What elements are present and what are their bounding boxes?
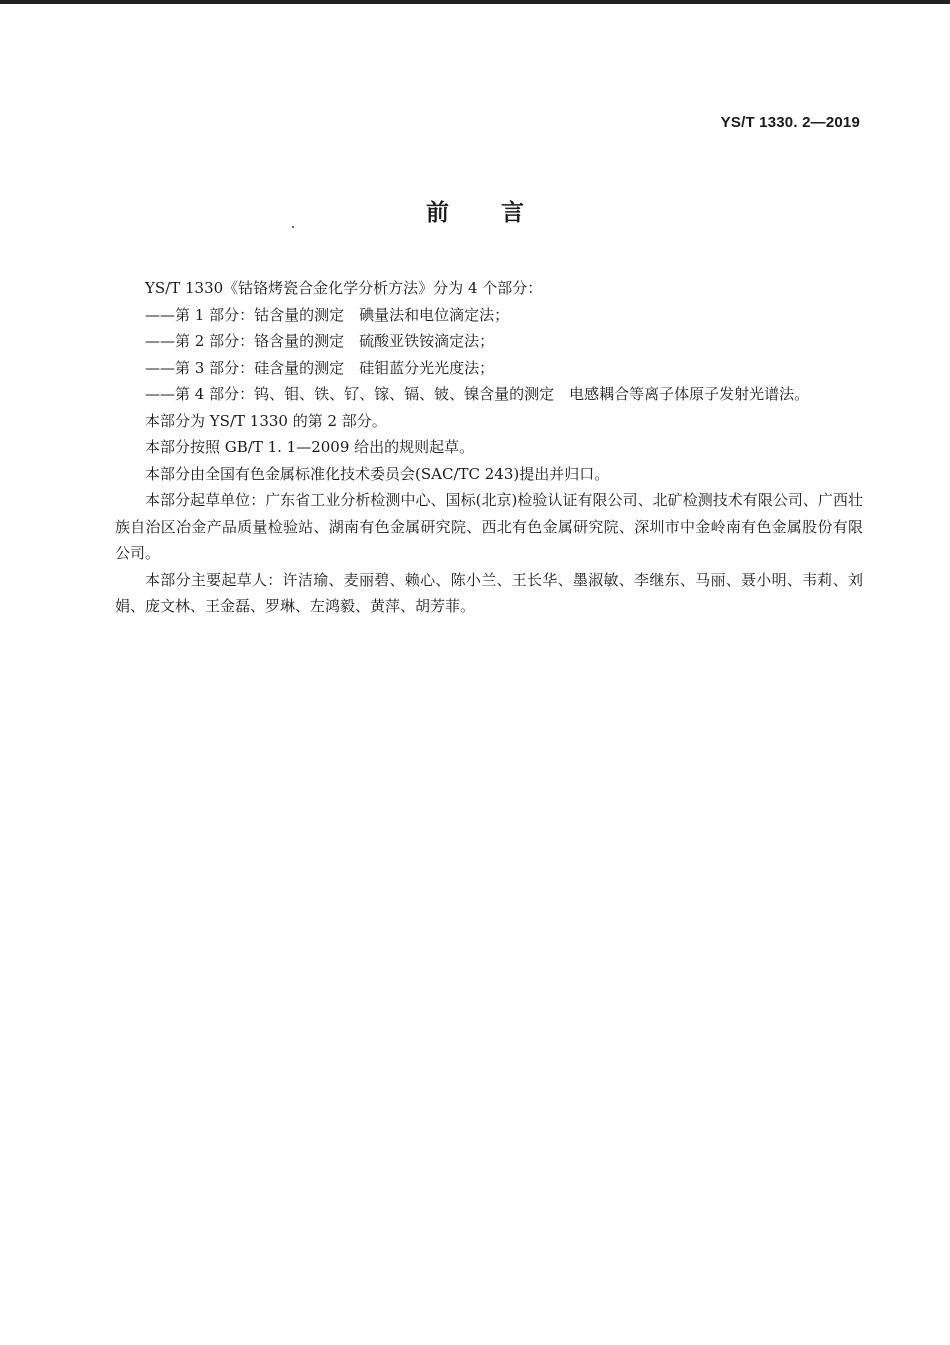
part-item: ——第 4 部分：钨、钼、铁、钌、镓、镉、铍、镍含量的测定 电感耦合等离子体原子发射光谱法。 (145, 385, 810, 403)
scan-speck (292, 226, 294, 228)
part-item: ——第 1 部分：钴含量的测定 碘量法和电位滴定法； (145, 305, 510, 324)
drafting-rules: 本部分按照 GB/T 1. 1—2009 给出的规则起草。 (145, 438, 475, 456)
drafting-organizations: 本部分起草单位：广东省工业分析检测中心、国标(北京)检验认证有限公司、北矿检测技术有限公司、广西壮族自治区冶金产品质量检验站、湖南有色金属研究院、西北有色金属研究院、深圳市中金岭南有色金属股份有限公司。 (115, 491, 863, 562)
page-title: 前言 (426, 200, 576, 226)
document-body (115, 275, 863, 620)
proposer-statement: 本部分由全国有色金属标准化技术委员会(SAC/TC 243)提出并归口。 (145, 464, 610, 483)
part-statement: 本部分为 YS/T 1330 的第 2 部分。 (145, 411, 387, 430)
document-code: YS/T 1330. 2—2019 (720, 114, 860, 131)
part-item: ——第 3 部分：硅含量的测定 硅钼蓝分光光度法； (145, 358, 495, 377)
part-item: ——第 2 部分：铬含量的测定 硫酸亚铁铵滴定法； (145, 332, 495, 350)
parts-list (115, 302, 863, 408)
intro-paragraph: YS/T 1330《钴铬烤瓷合金化学分析方法》分为 4 个部分： (145, 279, 543, 297)
top-border-rule (0, 0, 950, 4)
principal-drafters: 本部分主要起草人：许洁瑜、麦丽碧、赖心、陈小兰、王长华、墨淑敏、李继东、马丽、聂小明、韦莉、刘娟、庞文林、王金磊、罗琳、左鸿毅、黄萍、胡芳菲。 (115, 570, 863, 615)
